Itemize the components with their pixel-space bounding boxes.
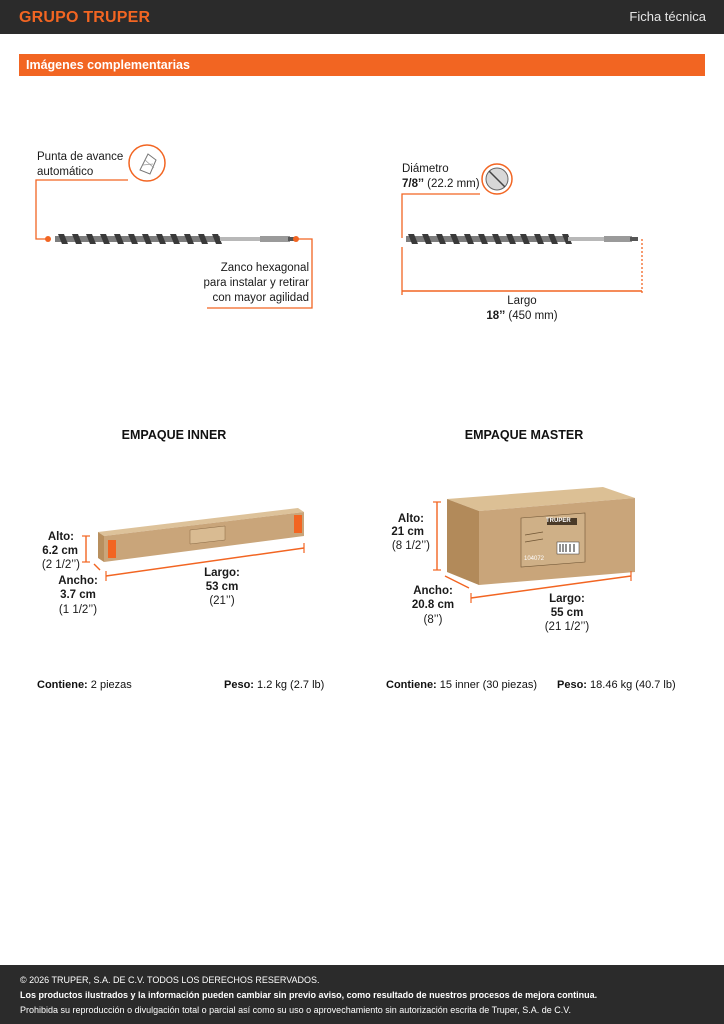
length-value: 18’’	[486, 310, 506, 322]
inner-alto-value: 6.2 cm	[42, 545, 78, 557]
inner-ancho-label: Ancho:	[58, 575, 98, 587]
inner-contiene-label: Contiene:	[37, 679, 88, 691]
section-title: Imágenes complementarias	[26, 58, 190, 72]
master-ancho-value: 20.8 cm	[411, 599, 455, 611]
tip-label-line2: automático	[37, 166, 94, 178]
master-alto-inches: (8 1/2’’)	[391, 540, 430, 552]
master-largo-inches: (21 1/2’’)	[544, 621, 590, 633]
document-type: Ficha técnica	[629, 9, 706, 24]
footer-notice: Los productos ilustrados y la información pueden cambiar sin previo aviso, como resultado de nuestros procesos de mejora continua.	[20, 990, 598, 1000]
inner-weight	[224, 679, 324, 691]
inner-contiene-value: 2 piezas	[90, 679, 132, 691]
footer-copyright: © 2026 TRUPER, S.A. DE C.V. TODOS LOS DERECHOS RESERVADOS.	[20, 975, 320, 985]
inner-alto-label: Alto:	[47, 531, 74, 543]
shank-label-line1: Zanco hexagonal	[220, 262, 309, 274]
length-values	[462, 309, 582, 323]
inner-alto-inches: (2 1/2’’)	[41, 559, 80, 571]
master-package-title: EMPAQUE MASTER	[464, 428, 584, 442]
master-alto-label: Alto:	[397, 513, 424, 525]
master-box-code: 104072	[524, 556, 545, 562]
master-box-image	[447, 487, 635, 585]
inner-ancho-inches: (1 1/2’’)	[58, 604, 98, 616]
tip-label-line1: Punta de avance	[37, 151, 124, 163]
auger-bit-image-2	[406, 234, 638, 244]
diameter-metric: (22.2 mm)	[427, 178, 480, 190]
master-contiene-value: 15 inner (30 piezas)	[439, 679, 538, 691]
master-box-brand: TRUPER	[546, 518, 571, 524]
tip-detail-icon	[129, 145, 165, 181]
auger-bit-image	[55, 234, 294, 244]
master-peso-value: 18.46 kg (40.7 lb)	[590, 679, 676, 691]
master-peso-label: Peso:	[557, 679, 587, 691]
master-box-diagram	[425, 480, 645, 605]
inner-largo-value: 53 cm	[205, 581, 239, 593]
inner-ancho-value: 3.7 cm	[60, 589, 96, 601]
length-label: Largo	[507, 295, 537, 307]
inner-largo-label: Largo:	[204, 567, 240, 579]
section-header	[19, 54, 705, 76]
master-largo-label: Largo:	[549, 593, 585, 605]
top-header	[0, 0, 724, 34]
master-alto-value: 21 cm	[391, 526, 424, 538]
inner-box-image	[98, 508, 304, 562]
diameter-detail-icon	[482, 164, 512, 194]
inner-peso-label: Peso:	[224, 679, 254, 691]
master-contiene-label: Contiene:	[386, 679, 437, 691]
master-contents	[386, 679, 537, 691]
master-ancho-label: Ancho:	[413, 585, 453, 597]
page-footer	[0, 965, 724, 1024]
diameter-label: Diámetro	[402, 163, 449, 175]
inner-package-title: EMPAQUE INNER	[121, 428, 227, 442]
master-largo-value: 55 cm	[550, 607, 584, 619]
inner-contents	[37, 679, 132, 691]
length-metric: (450 mm)	[508, 310, 558, 322]
brand-logo: GRUPO TRUPER	[19, 9, 151, 26]
diameter-value: 7/8’’	[402, 178, 424, 190]
inner-largo-inches: (21’’)	[209, 595, 235, 607]
master-ancho-inches: (8’’)	[423, 614, 443, 626]
shank-label-line2: para instalar y retirar	[203, 277, 309, 289]
diameter-values	[402, 177, 480, 191]
inner-peso-value: 1.2 kg (2.7 lb)	[257, 679, 325, 691]
footer-prohibition: Prohibida su reproducción o divulgación total o parcial así como su uso o aprovechamiento sin autorización escrita de Truper, S.A. de C.V.	[20, 1005, 571, 1015]
master-weight	[557, 679, 676, 691]
shank-label-line3: con mayor agilidad	[212, 292, 309, 304]
